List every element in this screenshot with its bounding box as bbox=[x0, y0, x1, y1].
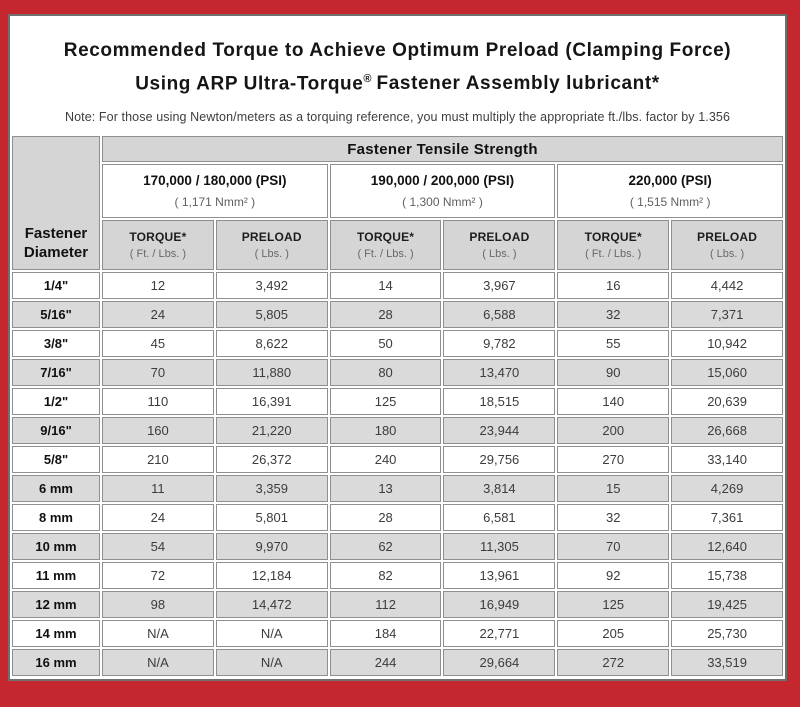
value-cell: 55 bbox=[557, 330, 669, 357]
value-cell: 16,391 bbox=[216, 388, 328, 415]
value-cell: 18,515 bbox=[443, 388, 555, 415]
tensile-header-row bbox=[12, 136, 783, 162]
value-cell: 15,060 bbox=[671, 359, 783, 386]
value-cell: 5,805 bbox=[216, 301, 328, 328]
value-cell: 160 bbox=[102, 417, 214, 444]
value-cell: 270 bbox=[557, 446, 669, 473]
diameter-cell: 14 mm bbox=[12, 620, 100, 647]
table-row bbox=[12, 301, 783, 328]
preload-unit: ( Lbs. ) bbox=[254, 248, 289, 260]
torque-unit: ( Ft. / Lbs. ) bbox=[585, 248, 642, 260]
value-cell: 11,880 bbox=[216, 359, 328, 386]
title-line-2 bbox=[10, 65, 785, 98]
value-cell: 15,738 bbox=[671, 562, 783, 589]
diameter-cell: 8 mm bbox=[12, 504, 100, 531]
diameter-cell: 3/8" bbox=[12, 330, 100, 357]
value-cell: 13,961 bbox=[443, 562, 555, 589]
diameter-cell: 7/16" bbox=[12, 359, 100, 386]
sub-header-row bbox=[12, 220, 783, 270]
diameter-cell: 10 mm bbox=[12, 533, 100, 560]
table-row bbox=[12, 620, 783, 647]
note-text: Note: For those using Newton/meters as a torquing reference, you must multiply the appropriate ft./lbs. factor by 1.356 bbox=[64, 110, 730, 125]
value-cell: 3,359 bbox=[216, 475, 328, 502]
value-cell: 33,519 bbox=[671, 649, 783, 676]
diameter-cell: 6 mm bbox=[12, 475, 100, 502]
page-title bbox=[10, 36, 785, 98]
table-row bbox=[12, 533, 783, 560]
torque-subheader-1 bbox=[102, 220, 214, 270]
value-cell: N/A bbox=[216, 649, 328, 676]
psi-header-row bbox=[12, 164, 783, 218]
nmm-value-1: ( 1,171 Nmm² ) bbox=[174, 195, 256, 209]
diameter-cell: 11 mm bbox=[12, 562, 100, 589]
value-cell: 244 bbox=[330, 649, 442, 676]
value-cell: 140 bbox=[557, 388, 669, 415]
value-cell: 8,622 bbox=[216, 330, 328, 357]
torque-unit: ( Ft. / Lbs. ) bbox=[129, 248, 187, 260]
value-cell: 23,944 bbox=[443, 417, 555, 444]
value-cell: 50 bbox=[330, 330, 442, 357]
corner-line-1: Fastener bbox=[24, 225, 88, 242]
value-cell: 10,942 bbox=[671, 330, 783, 357]
torque-unit: ( Ft. / Lbs. ) bbox=[357, 248, 414, 260]
value-cell: 5,801 bbox=[216, 504, 328, 531]
value-cell: N/A bbox=[216, 620, 328, 647]
value-cell: 92 bbox=[557, 562, 669, 589]
preload-subheader-1 bbox=[216, 220, 328, 270]
table-row bbox=[12, 504, 783, 531]
value-cell: 125 bbox=[557, 591, 669, 618]
tensile-strength-header: Fastener Tensile Strength bbox=[102, 136, 783, 162]
value-cell: 70 bbox=[557, 533, 669, 560]
value-cell: 80 bbox=[330, 359, 442, 386]
diameter-cell: 16 mm bbox=[12, 649, 100, 676]
value-cell: 14,472 bbox=[216, 591, 328, 618]
preload-label: PRELOAD bbox=[241, 230, 302, 244]
diameter-cell: 1/2" bbox=[12, 388, 100, 415]
nmm-value-3: ( 1,515 Nmm² ) bbox=[629, 195, 711, 209]
value-cell: 9,782 bbox=[443, 330, 555, 357]
value-cell: 110 bbox=[102, 388, 214, 415]
value-cell: 32 bbox=[557, 301, 669, 328]
title-line-1: Recommended Torque to Achieve Optimum Preload (Clamping Force) bbox=[63, 40, 732, 61]
nmm-value-2: ( 1,300 Nmm² ) bbox=[402, 195, 483, 209]
title-line-2-text: Using ARP Ultra-Torque bbox=[135, 73, 364, 95]
value-cell: 70 bbox=[102, 359, 214, 386]
value-cell: 15 bbox=[557, 475, 669, 502]
value-cell: 6,581 bbox=[443, 504, 555, 531]
torque-table bbox=[10, 134, 785, 678]
value-cell: 11 bbox=[102, 475, 214, 502]
torque-subheader-2 bbox=[330, 220, 442, 270]
value-cell: 98 bbox=[102, 591, 214, 618]
value-cell: 12,184 bbox=[216, 562, 328, 589]
value-cell: 11,305 bbox=[443, 533, 555, 560]
table-row bbox=[12, 330, 783, 357]
table-row bbox=[12, 475, 783, 502]
value-cell: 12 bbox=[102, 272, 214, 299]
preload-subheader-2 bbox=[443, 220, 555, 270]
value-cell: 20,639 bbox=[671, 388, 783, 415]
value-cell: 13,470 bbox=[443, 359, 555, 386]
value-cell: 24 bbox=[102, 301, 214, 328]
value-cell: 4,442 bbox=[671, 272, 783, 299]
preload-subheader-3 bbox=[671, 220, 783, 270]
value-cell: 14 bbox=[330, 272, 442, 299]
psi-group-header-2 bbox=[330, 164, 556, 218]
value-cell: 205 bbox=[557, 620, 669, 647]
value-cell: 19,425 bbox=[671, 591, 783, 618]
title-block bbox=[10, 16, 785, 134]
value-cell: 200 bbox=[557, 417, 669, 444]
value-cell: 29,756 bbox=[443, 446, 555, 473]
corner-line-2: Diameter bbox=[23, 244, 89, 261]
diameter-cell: 5/16" bbox=[12, 301, 100, 328]
value-cell: 184 bbox=[330, 620, 442, 647]
torque-label: TORQUE* bbox=[584, 230, 642, 244]
value-cell: 16,949 bbox=[443, 591, 555, 618]
value-cell: 6,588 bbox=[443, 301, 555, 328]
table-body bbox=[12, 272, 783, 676]
value-cell: 3,492 bbox=[216, 272, 328, 299]
table-row bbox=[12, 272, 783, 299]
value-cell: 82 bbox=[330, 562, 442, 589]
diameter-cell: 9/16" bbox=[12, 417, 100, 444]
value-cell: 33,140 bbox=[671, 446, 783, 473]
psi-group-header-1 bbox=[102, 164, 328, 218]
value-cell: N/A bbox=[102, 649, 214, 676]
value-cell: 240 bbox=[330, 446, 442, 473]
value-cell: 7,361 bbox=[671, 504, 783, 531]
value-cell: 32 bbox=[557, 504, 669, 531]
value-cell: 13 bbox=[330, 475, 442, 502]
value-cell: 112 bbox=[330, 591, 442, 618]
value-cell: 26,372 bbox=[216, 446, 328, 473]
value-cell: 28 bbox=[330, 301, 442, 328]
torque-label: TORQUE* bbox=[356, 230, 415, 244]
value-cell: 25,730 bbox=[671, 620, 783, 647]
psi-group-header-3 bbox=[557, 164, 783, 218]
preload-label: PRELOAD bbox=[697, 230, 758, 244]
value-cell: N/A bbox=[102, 620, 214, 647]
value-cell: 21,220 bbox=[216, 417, 328, 444]
diameter-cell: 1/4" bbox=[12, 272, 100, 299]
diameter-cell: 12 mm bbox=[12, 591, 100, 618]
psi-value-1: 170,000 / 180,000 (PSI) bbox=[143, 173, 287, 188]
table-row bbox=[12, 417, 783, 444]
table-header bbox=[12, 136, 783, 270]
value-cell: 24 bbox=[102, 504, 214, 531]
value-cell: 54 bbox=[102, 533, 214, 560]
table-row bbox=[12, 562, 783, 589]
value-cell: 210 bbox=[102, 446, 214, 473]
value-cell: 45 bbox=[102, 330, 214, 357]
preload-unit: ( Lbs. ) bbox=[709, 248, 745, 260]
value-cell: 272 bbox=[557, 649, 669, 676]
table-row bbox=[12, 446, 783, 473]
value-cell: 28 bbox=[330, 504, 442, 531]
diameter-cell: 5/8" bbox=[12, 446, 100, 473]
preload-label: PRELOAD bbox=[469, 230, 530, 244]
value-cell: 90 bbox=[557, 359, 669, 386]
preload-unit: ( Lbs. ) bbox=[482, 248, 517, 260]
value-cell: 7,371 bbox=[671, 301, 783, 328]
value-cell: 26,668 bbox=[671, 417, 783, 444]
value-cell: 72 bbox=[102, 562, 214, 589]
value-cell: 62 bbox=[330, 533, 442, 560]
torque-subheader-3 bbox=[557, 220, 669, 270]
corner-header-fastener-diameter bbox=[12, 136, 100, 270]
table-row bbox=[12, 359, 783, 386]
value-cell: 4,269 bbox=[671, 475, 783, 502]
value-cell: 3,814 bbox=[443, 475, 555, 502]
title-line-2-rest: Fastener Assembly lubricant* bbox=[376, 73, 660, 95]
psi-value-3: 220,000 (PSI) bbox=[628, 173, 712, 188]
value-cell: 16 bbox=[557, 272, 669, 299]
value-cell: 29,664 bbox=[443, 649, 555, 676]
torque-label: TORQUE* bbox=[129, 230, 187, 244]
value-cell: 9,970 bbox=[216, 533, 328, 560]
value-cell: 12,640 bbox=[671, 533, 783, 560]
value-cell: 22,771 bbox=[443, 620, 555, 647]
value-cell: 125 bbox=[330, 388, 442, 415]
table-row bbox=[12, 591, 783, 618]
value-cell: 180 bbox=[330, 417, 442, 444]
table-row bbox=[12, 388, 783, 415]
registered-trademark-icon: ® bbox=[363, 73, 372, 85]
table-row bbox=[12, 649, 783, 676]
value-cell: 3,967 bbox=[443, 272, 555, 299]
content-panel bbox=[8, 14, 787, 681]
psi-value-2: 190,000 / 200,000 (PSI) bbox=[370, 173, 515, 188]
